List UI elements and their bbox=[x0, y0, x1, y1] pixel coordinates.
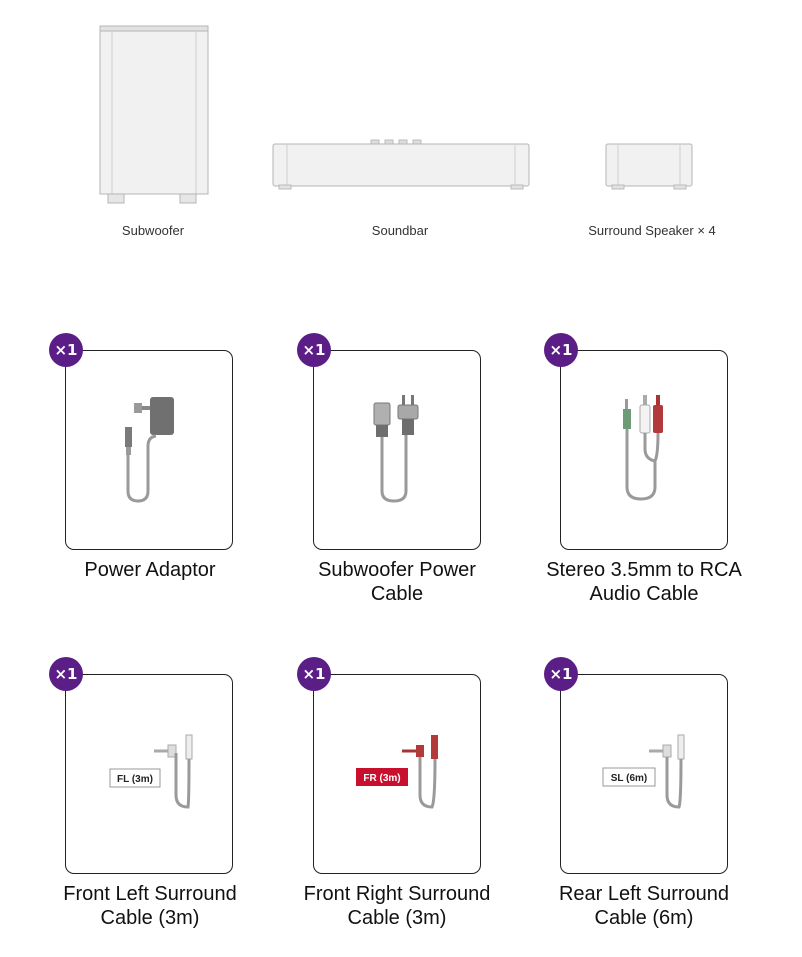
front-left-cable-label: Front Left Surround Cable (3m) bbox=[63, 883, 237, 929]
surround-cable-icon bbox=[66, 675, 234, 875]
subwoofer-power-cable-label: Subwoofer Power Cable bbox=[318, 559, 476, 605]
subwoofer-image bbox=[98, 24, 212, 206]
quantity-badge: ×1 bbox=[544, 333, 578, 367]
subwoofer-power-cable-card bbox=[313, 350, 481, 550]
power-adaptor-label: Power Adaptor bbox=[84, 559, 216, 581]
quantity-badge: ×1 bbox=[544, 657, 578, 691]
soundbar-label: Soundbar bbox=[371, 223, 429, 238]
stereo-rca-cable-card bbox=[560, 350, 728, 550]
power-adaptor-icon bbox=[66, 351, 234, 551]
stereo-rca-cable-label: Stereo 3.5mm to RCA Audio Cable bbox=[546, 559, 742, 605]
front-right-cable-label: Front Right Surround Cable (3m) bbox=[303, 883, 491, 929]
quantity-badge: ×1 bbox=[49, 657, 83, 691]
front-left-cable-card bbox=[65, 674, 233, 874]
quantity-badge: ×1 bbox=[297, 333, 331, 367]
surround-speaker-image bbox=[604, 141, 696, 191]
surround-cable-icon bbox=[561, 675, 729, 875]
power-adaptor-card bbox=[65, 350, 233, 550]
subwoofer-label: Subwoofer bbox=[121, 223, 185, 238]
sl-tag-text: SL (6m) bbox=[610, 773, 648, 784]
power-cable-icon bbox=[314, 351, 482, 551]
surround-speaker-label: Surround Speaker × 4 bbox=[588, 223, 716, 238]
rear-left-cable-card bbox=[560, 674, 728, 874]
quantity-badge: ×1 bbox=[49, 333, 83, 367]
fr-tag-text: FR (3m) bbox=[363, 773, 401, 784]
fl-tag-text: FL (3m) bbox=[117, 774, 153, 785]
rear-left-cable-label: Rear Left Surround Cable (6m) bbox=[558, 883, 730, 929]
front-right-cable-card bbox=[313, 674, 481, 874]
quantity-badge: ×1 bbox=[297, 657, 331, 691]
rca-cable-icon bbox=[561, 351, 729, 551]
surround-cable-icon bbox=[314, 675, 482, 875]
soundbar-image bbox=[271, 138, 533, 192]
